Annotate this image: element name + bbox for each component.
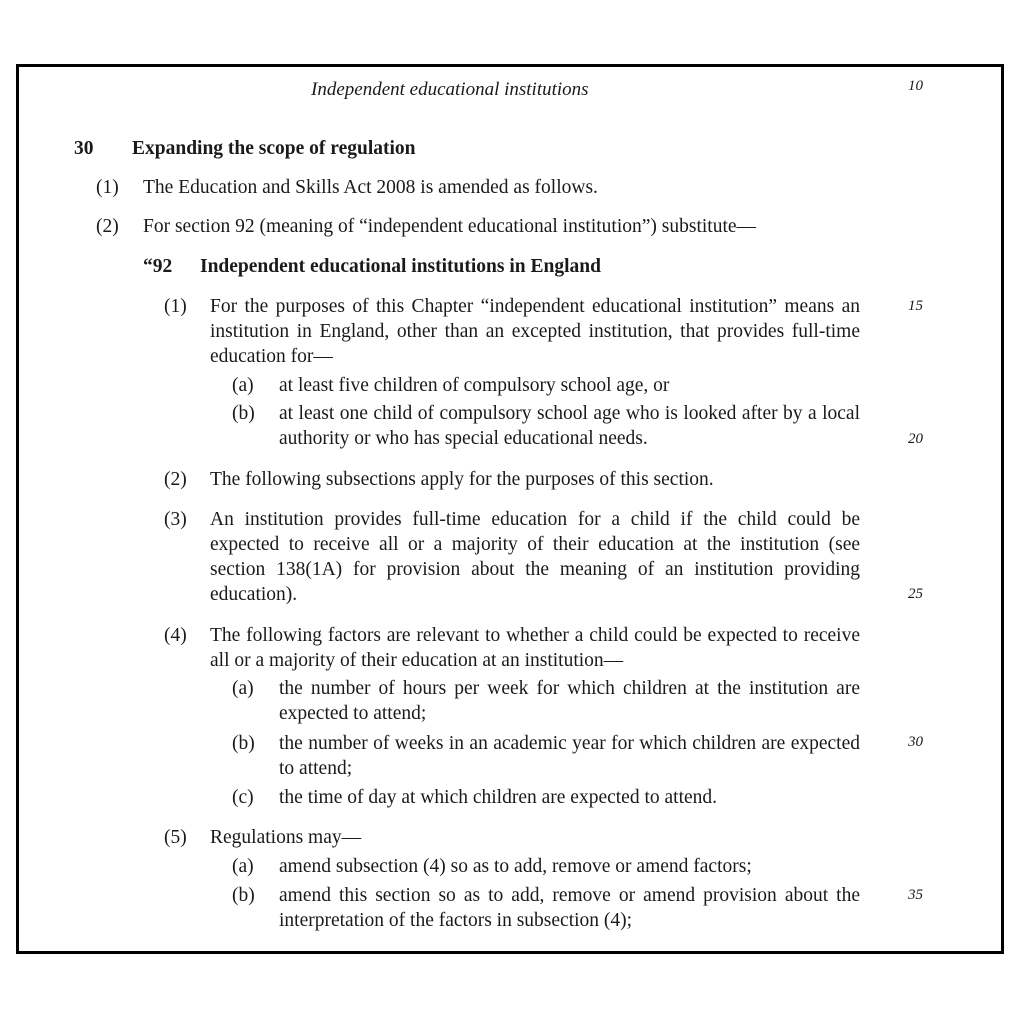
paragraph-text: the number of weeks in an academic year for which children are expected to attend; xyxy=(279,733,860,779)
subsection-text: For section 92 (meaning of “independent educational institution”) substitute— xyxy=(143,216,757,237)
paragraph-text: amend this section so as to add, remove or amend provision about the interpretation of the factors in subsection (4); xyxy=(279,885,860,931)
line-number: 20 xyxy=(908,431,923,447)
subsection-number: (2) xyxy=(164,469,187,490)
paragraph-text: at least one child of compulsory school age who is looked after by a local authority or who has special educational needs. xyxy=(279,403,860,449)
paragraph-letter: (c) xyxy=(232,787,254,808)
running-title: Independent educational institutions xyxy=(311,79,589,100)
paragraph-text: amend subsection (4) so as to add, remove or amend factors; xyxy=(279,856,752,877)
subsection-number: (4) xyxy=(164,625,187,646)
paragraph-letter: (b) xyxy=(232,885,255,906)
line-number: 30 xyxy=(908,734,923,750)
paragraph-letter: (b) xyxy=(232,733,255,754)
paragraph-text: at least five children of compulsory school age, or xyxy=(279,375,670,396)
inserted-section-title: Independent educational institutions in England xyxy=(200,256,601,277)
section-title: Expanding the scope of regulation xyxy=(132,138,416,159)
paragraph-text: the time of day at which children are expected to attend. xyxy=(279,787,718,808)
paragraph-letter: (a) xyxy=(232,856,254,877)
subsection-text: The Education and Skills Act 2008 is amended as follows. xyxy=(143,177,598,198)
subsection-number: (3) xyxy=(164,509,187,530)
paragraph-letter: (a) xyxy=(232,375,254,396)
subsection-text: Regulations may— xyxy=(210,827,362,848)
inserted-section-number: “92 xyxy=(143,256,173,277)
subsection-text: For the purposes of this Chapter “independent educational institution” means an institution in England, other than an excepted institution, that provides full-time education for— xyxy=(210,296,860,367)
subsection-number: (1) xyxy=(96,177,119,198)
paragraph-text: the number of hours per week for which children at the institution are expected to attend; xyxy=(279,678,860,724)
subsection-text: An institution provides full-time education for a child if the child could be expected to receive all or a majority of their education at the institution (see section 138(1A) for provision about the meaning of an institution providing education). xyxy=(210,509,860,605)
page-number: 10 xyxy=(908,78,923,94)
subsection-text: The following factors are relevant to whether a child could be expected to receive all or a majority of their education at an institution— xyxy=(210,625,860,671)
line-number: 35 xyxy=(908,887,923,903)
section-number: 30 xyxy=(74,138,94,159)
subsection-number: (5) xyxy=(164,827,187,848)
paragraph-letter: (b) xyxy=(232,403,255,424)
line-number: 25 xyxy=(908,586,923,602)
subsection-text: The following subsections apply for the purposes of this section. xyxy=(210,469,714,490)
paragraph-letter: (a) xyxy=(232,678,254,699)
subsection-number: (2) xyxy=(96,216,119,237)
line-number: 15 xyxy=(908,298,923,314)
subsection-number: (1) xyxy=(164,296,187,317)
